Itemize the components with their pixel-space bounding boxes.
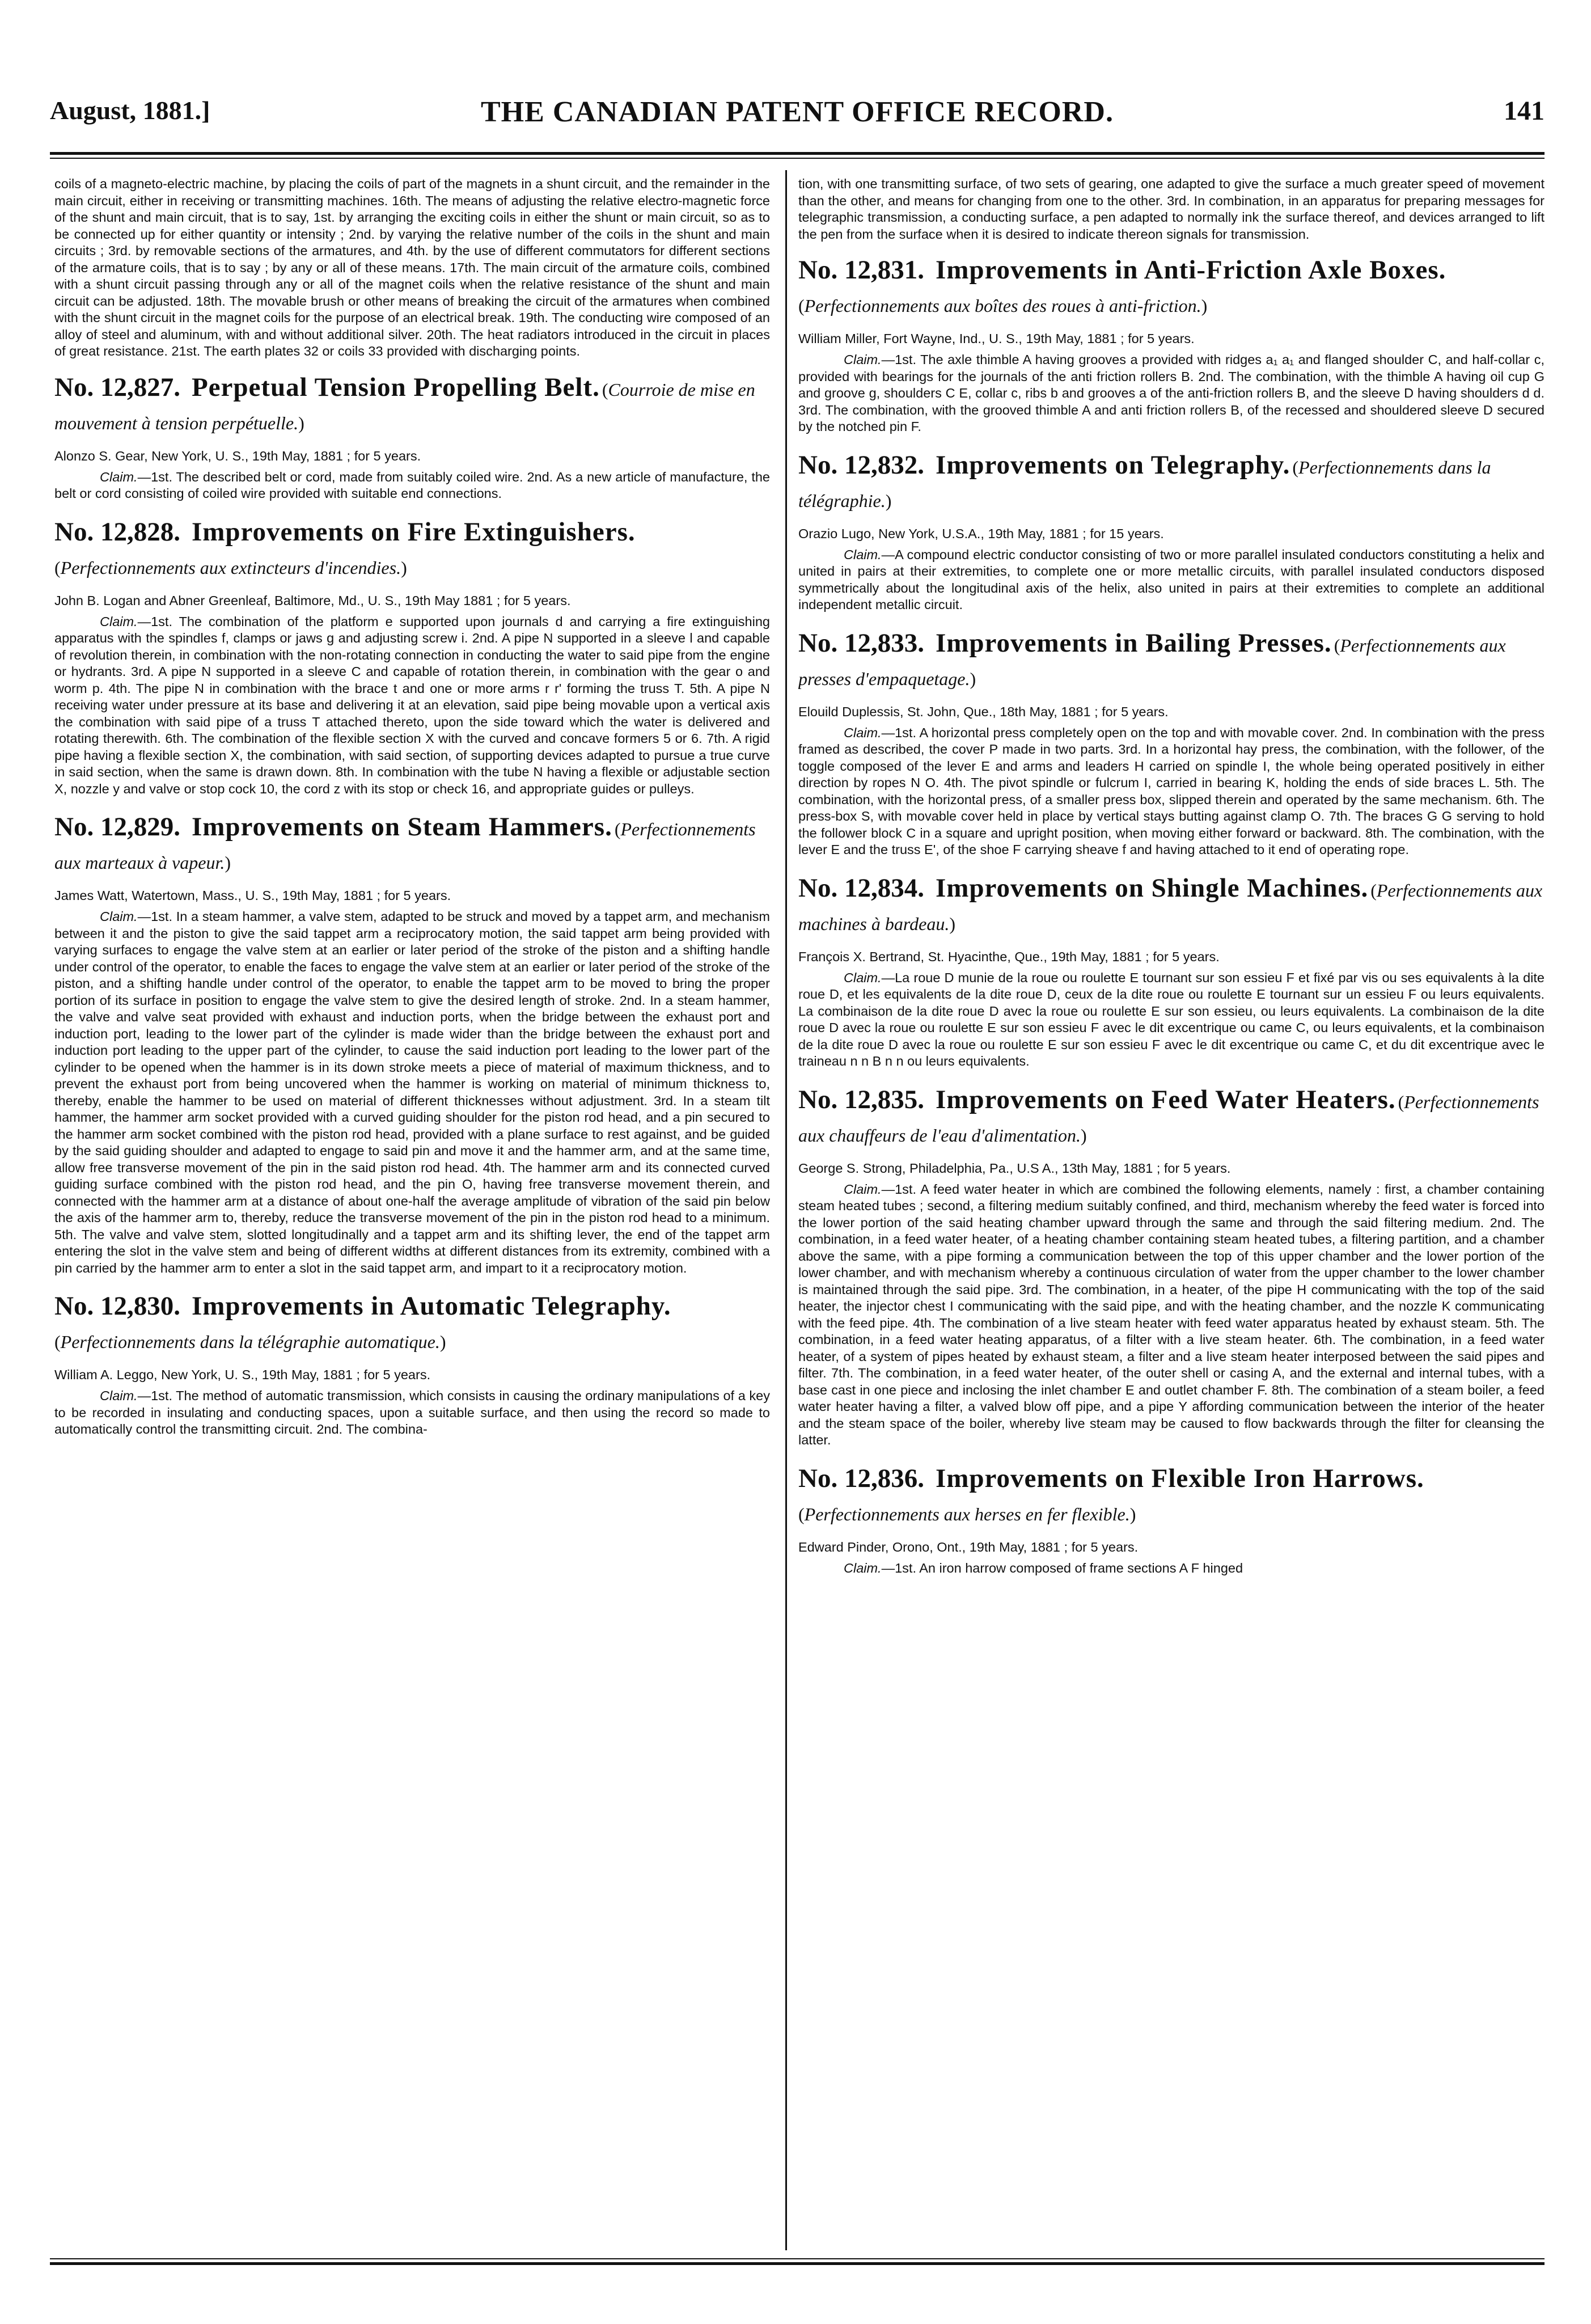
patent-claim: [54, 909, 770, 1277]
patent-entry-12834: [798, 873, 1545, 1070]
patent-title: Improvements on Telegraphy.: [935, 450, 1290, 480]
claim-text: —1st. The axle thimble A having grooves a provided with ridges a₁ a₁ and flanged shoulder C, and half-collar c, provided with bearings for the journals of the anti friction rollers B. 2nd. The combination, with the thimble A having oil cup G and groove g, shoulders C E, collar c, ribs b and grooves a of the anti-friction rollers B, and the sleeve D having shoulders d d. 3rd. The combination, with the grooved thimble A and anti friction rollers B, of the recessed and shouldered sleeve D secured by the notched pin F.: [798, 352, 1545, 434]
patent-byline: William Miller, Fort Wayne, Ind., U. S., 19th May, 1881 ; for 5 years.: [798, 331, 1195, 346]
patent-title: Improvements in Bailing Presses.: [935, 628, 1332, 658]
claim-label: Claim.: [844, 970, 882, 985]
patent-byline: John B. Logan and Abner Greenleaf, Baltimore, Md., U. S., 19th May 1881 ; for 5 years.: [54, 593, 571, 608]
patent-claim: [798, 547, 1545, 614]
patent-number: No. 12,834.: [798, 873, 924, 903]
patent-entry-12829: [54, 812, 770, 1277]
patent-title: Improvements in Automatic Telegraphy.: [191, 1291, 671, 1321]
right-column: [798, 176, 1545, 2246]
left-column: [54, 176, 770, 2246]
page-header: [50, 95, 1545, 135]
patent-entry-12835: [798, 1085, 1545, 1449]
patent-byline: Edward Pinder, Orono, Ont., 19th May, 1881 ; for 5 years.: [798, 1539, 1139, 1554]
header-rule: [50, 152, 1545, 159]
patent-title: Improvements on Feed Water Heaters.: [935, 1084, 1396, 1114]
patent-number: No. 12,831.: [798, 255, 924, 285]
patent-claim: [54, 469, 770, 502]
claim-text: —La roue D munie de la roue ou roulette E tournant sur son essieu F et fixé par vis ou ses equivalents à la dite roue D, et les equivalents de la dite roue D, ceux de la dite roue ou roulette E tournant sur un essieu F ou leurs equivalents. La combinaison de la dite roue D avec la roue ou roulette E sur son essieu, ou leurs equivalents. La combinaison de la dite roue D avec la roue ou roulette E sur son essieu F avec le dit excentrique ou came C, ou leurs equivalents, et la combinaison de la dite roue D avec la roue ou roulette E sur son essieu F avec le dit excentrique ou came C, et du dit excentrique avec le traineau n n B n n ou leurs equivalents.: [798, 970, 1545, 1068]
patent-claim: [798, 725, 1545, 859]
patent-french-title: ( Perfectionnements aux chauffeurs de l'eau d'alimentation. ): [798, 1092, 1539, 1146]
patent-title: Improvements in Anti-Friction Axle Boxes.: [935, 255, 1446, 285]
patent-number: No. 12,836.: [798, 1463, 924, 1493]
patent-entry-12831: [798, 255, 1545, 436]
patent-french-title: ( Perfectionnements aux marteaux à vapeur. ): [54, 819, 756, 873]
patent-french-title: ( Perfectionnements aux machines à bardeau. ): [798, 880, 1542, 934]
claim-text: —1st. The method of automatic transmission, which consists in causing the ordinary manipulations of a key to be recorded in insulating and conducting spaces, upon a suitable surface, and then using the record so made to automatically control the transmitting circuit. 2nd. The combina-: [54, 1388, 770, 1436]
claim-label: Claim.: [844, 1560, 882, 1575]
patent-byline: Orazio Lugo, New York, U.S.A., 19th May, 1881 ; for 15 years.: [798, 526, 1164, 541]
patent-claim: [54, 614, 770, 798]
patent-title: Improvements on Shingle Machines.: [935, 873, 1369, 903]
patent-claim: [798, 1560, 1545, 1577]
patent-title: Improvements on Flexible Iron Harrows.: [935, 1463, 1424, 1493]
claim-label: Claim.: [100, 469, 138, 484]
claim-label: Claim.: [844, 547, 882, 562]
patent-french-title: ( Courroie de mise en mouvement à tension perpétuelle. ): [54, 379, 755, 433]
patent-claim: [798, 1181, 1545, 1449]
page-number: 141: [1504, 96, 1545, 126]
patent-number: No. 12,832.: [798, 450, 924, 480]
claim-text: —1st. In a steam hammer, a valve stem, adapted to be struck and moved by a tappet arm, and mechanism between it and the piston to give the said tappet arm a reciprocatory motion, the said tappet arm being provided with varying surfaces to engage the valve stem at an earlier or later period of the stroke of the piston and a shifting handle under control of the operator, to enable the faces to engage the valve stem at an earlier or later period of the stroke of the piston, and a shifting handle under control of the operator, to enable the tappet arm to be moved to bring the proper portion of its surface in position to engage the valve stem to give the desired length of stroke. 2nd. In a steam hammer, the valve and valve seat provided with exhaust and induction ports, when the bridge between the exhaust port and induction port, leading to the lower part of the cylinder is made wider than the bridge between the exhaust port and induction port leading to the upper part of the cylinder, to cause the said induction port leading to the lower part of the cylinder to be opened when the hammer is in its down stroke meets a piece of material of maximum thickness, and to prevent the exhaust port from being uncovered when the hammer is working on material of minimum thickness to, thereby, enable the hammer to be used on material of different thicknesses without adjustment. 3rd. In a steam tilt hammer, the hammer arm socket provided with a curved guiding shoulder for the piston rod head, and a pin secured to the hammer arm socket combined with the piston rod head, provided with a plane surface to rest against, and be guided by the said guiding shoulder and adapted to engage to said pin and move it and the hammer arm, and at the same time, allow free transverse movement of the pin in the said piston rod head. 4th. The hammer arm and its connected curved guiding surface combined with the piston rod head, and the pin O, having free transverse movement therein, and connected with the hammer arm at a distance of about one-half the average amplitude of vibration of the said pin below the axis of the hammer arm to, thereby, reduce the transverse movement of the pin in the piston rod head to a minimum. 5th. The valve and valve stem, slotted longitudinally and a tappet arm and its shifting lever, the end of the tappet arm entering the slot in the valve stem and being of different widths at different distances from its extremity, combined with a pin carried by the hammer arm to enter a slot in the said tappet arm, and impart to it a reciprocatory motion.: [54, 909, 770, 1275]
claim-text: —1st. A horizontal press completely open on the top and with movable cover. 2nd. In combination with the press framed as described, the cover P made in two parts. 3rd. In a horizontal hay press, the combination, with the follower, of the toggle composed of the lever E and arms and leaders H carried on spindle I, the whole being operated positively in either direction by ropes N O. 4th. The pivot spindle or fulcrum I, carried in bearing K, holding the ends of side braces L. 5th. The combination, with the horizontal press, of a smaller press box, slipped therein and operated by the same mechanism. 6th. The press-box S, with movable cover held in place by vertical stays butting against clamp O. 7th. The braces G G serving to hold the follower block C in a square and upright position, when moving either forward or backward. 8th. The combination, with the lever E and the truss E', of the shoe F carrying sheave f and having attached to it end of operating rope.: [798, 725, 1545, 857]
patent-number: No. 12,833.: [798, 628, 924, 658]
claim-text: —A compound electric conductor consisting of two or more parallel insulated conductors constituting a helix and united in pairs at their extremities, to complete one or more metallic circuits, with parallel insulated conductors disposed symmetrically about the longitudinal axis of the helix, also united in pairs at their extremities to complete an additional independent metallic circuit.: [798, 547, 1545, 612]
patent-byline: James Watt, Watertown, Mass., U. S., 19th May, 1881 ; for 5 years.: [54, 888, 451, 903]
right-continuation-text: tion, with one transmitting surface, of two sets of gearing, one adapted to give the surface a much greater speed of movement than the other, and means for changing from one to the other. 3rd. In combination, in an apparatus for preparing messages for telegraphic transmission, a conducting surface, a pen adapted to normally ink the surface thereof, and devices arranged to lift the pen from the surface when it is desired to indicate thereon signals for transmission.: [798, 176, 1545, 242]
patent-entry-12827: [54, 373, 770, 502]
patent-number: No. 12,830.: [54, 1291, 180, 1321]
patent-byline: George S. Strong, Philadelphia, Pa., U.S A., 13th May, 1881 ; for 5 years.: [798, 1160, 1231, 1176]
claim-text: —1st. The combination of the platform e supported upon journals d and carrying a fire extinguishing apparatus with the spindles f, clamps or jaws g and adjusting screw i. 2nd. A pipe N supported in a sleeve l and capable of revolution therein, in combination with the non-rotating connection in conducting the water to said pipe from the engine or hydrants. 3rd. A pipe N supported in a sleeve C and capable of rotation therein, in combination with the gear o and worm p. 4th. The pipe N in combination with the brace t and one or more arms r r' forming the truss T. 5th. A pipe N receiving water under pressure at its base and delivering it at an elevation, said pipe being movable upon a vertical axis the combination with said pipe of a truss T attached thereto, upon the side toward which the water is delivered and rotating therewith. 6th. The combination of the flexible section X with the curved and concave formers 5 or 6. 7th. A rigid pipe having a flexible section X, the combination, with said section, of supporting devices adapted to pursue a true curve in said section, when the same is drawn down. 8th. In combination with the tube N having a flexible or adjustable section X, nozzle y and valve or stop cock 10, the cord z with its stop or check 16, and appropriate guides or pulleys.: [54, 614, 770, 796]
patent-number: No. 12,829.: [54, 812, 180, 842]
claim-text: —1st. The described belt or cord, made from suitably coiled wire. 2nd. As a new article of manufacture, the belt or cord consisting of coiled wire provided with suitable end connections.: [54, 469, 770, 501]
patent-entry-12830: [54, 1291, 770, 1438]
patent-french-title: ( Perfectionnements aux boîtes des roues à anti-friction. ): [798, 295, 1207, 316]
patent-byline: Alonzo S. Gear, New York, U. S., 19th May, 1881 ; for 5 years.: [54, 448, 421, 463]
patent-number: No. 12,835.: [798, 1084, 924, 1114]
patent-byline: Elouild Duplessis, St. John, Que., 18th May, 1881 ; for 5 years.: [798, 704, 1169, 719]
claim-label: Claim.: [100, 1388, 138, 1403]
patent-title: Improvements on Steam Hammers.: [191, 812, 612, 842]
claim-label: Claim.: [844, 352, 882, 367]
claim-text: —1st. An iron harrow composed of frame sections A F hinged: [881, 1560, 1243, 1575]
publication-title: THE CANADIAN PATENT OFFICE RECORD.: [481, 96, 1114, 128]
patent-french-title: ( Perfectionnements dans la télégraphie automatique. ): [54, 1332, 446, 1352]
patent-claim: [798, 970, 1545, 1070]
patent-french-title: ( Perfectionnements aux extincteurs d'incendies. ): [54, 557, 407, 578]
claim-label: Claim.: [844, 1181, 882, 1197]
issue-date: August, 1881.]: [50, 96, 210, 125]
patent-title: Perpetual Tension Propelling Belt.: [191, 372, 600, 402]
patent-entry-12832: [798, 450, 1545, 614]
patent-french-title: ( Perfectionnements aux presses d'empaquetage. ): [798, 635, 1506, 689]
patent-entry-12833: [798, 628, 1545, 859]
patent-claim: [54, 1388, 770, 1438]
patent-number: No. 12,828.: [54, 517, 180, 547]
claim-label: Claim.: [100, 614, 138, 629]
claim-label: Claim.: [100, 909, 138, 924]
patent-french-title: ( Perfectionnements dans la télégraphie. ): [798, 457, 1491, 511]
left-continuation-text: coils of a magneto-electric machine, by placing the coils of part of the magnets in a shunt circuit, and the remainder in the main circuit, either in receiving or transmitting machines. 16th. The means of adjusting the relative electro-magnetic force of the shunt and main circuit, that is to say, 1st. by arranging the exciting coils in either the shunt or main circuit, so as to be connected up for either quantity or intensity ; 2nd. by varying the relative number of the coils in the shunt and main circuits ; 3rd. by removable sections of the armatures, and 4th. by the use of different commutators for different sections of the armature coils, that is to say ; by any or all of these means. 17th. The main circuit of the armature coils, combined with a shunt circuit passing through any or all of the magnet coils when the relative resistance of the shunt and main circuit can be adjusted. 18th. The movable brush or other means of breaking the circuit of the armatures when combined with the shunt circuit in the magnet coils for the purpose of an electrical break. 19th. The conducting wire composed of an alloy of steel and aluminum, with and without additional silver. 20th. The heat radiators introduced in the circuit in places of great resistance. 21st. The earth plates 32 or coils 33 provided with discharging points.: [54, 176, 770, 358]
patent-byline: François X. Bertrand, St. Hyacinthe, Que., 19th May, 1881 ; for 5 years.: [798, 949, 1220, 964]
claim-text: —1st. A feed water heater in which are combined the following elements, namely : first, a chamber containing steam heated tubes ; second, a filtering medium suitably confined, and third, mechanism whereby the feed water is forced into the lower portion of the said heating chamber upward through the same and through the said filtering medium. 2nd. The combination, in a feed water heater, of a heating chamber containing steam heated tubes, a filtering partition, and a chamber above the same, with a pipe forming a communication between the top of this upper chamber and the lower portion of the lower chamber, and with mechanism whereby a continuous circulation of water from the upper chamber to the lower chamber is maintained through the said pipe. 3rd. The combination, in a heater, of the pipe H communicating with the top of the said heater, the injector chest I communicating with the said pipe, and with the heating chamber, and the nozzle K communicating with the feed pipe. 4th. The combination of a live steam heater with feed water apparatus heated by exhaust steam. 5th. The combination, in a feed water heating apparatus, of a filter with a live steam heater. 6th. The combination, in a feed water heater, of a system of pipes heated by exhaust steam, a filter and a live steam heater interposed between the said pipes and filter. 7th. The combination, in a feed water heater, of the outer shell or casing A, and the external and internal tubes, with a base cast in one piece and inclosing the inlet chamber E and outlet chamber F. 8th. The combination of a steam boiler, a feed water heater having a filter, a valved blow off pipe, and a pipe Y affording communication between the interior of the heater and the steam space of the boiler, whereby live steam may be caused to flow backwards through the filter for cleansing the latter.: [798, 1181, 1545, 1447]
patent-french-title: ( Perfectionnements aux herses en fer flexible. ): [798, 1504, 1136, 1524]
claim-label: Claim.: [844, 725, 882, 740]
patent-byline: William A. Leggo, New York, U. S., 19th May, 1881 ; for 5 years.: [54, 1367, 431, 1382]
patent-number: No. 12,827.: [54, 372, 180, 402]
patent-claim: [798, 352, 1545, 436]
column-divider: [785, 170, 787, 2250]
patent-title: Improvements on Fire Extinguishers.: [191, 517, 636, 547]
footer-rule: [50, 2258, 1545, 2265]
patent-entry-12836: [798, 1464, 1545, 1577]
patent-entry-12828: [54, 517, 770, 798]
